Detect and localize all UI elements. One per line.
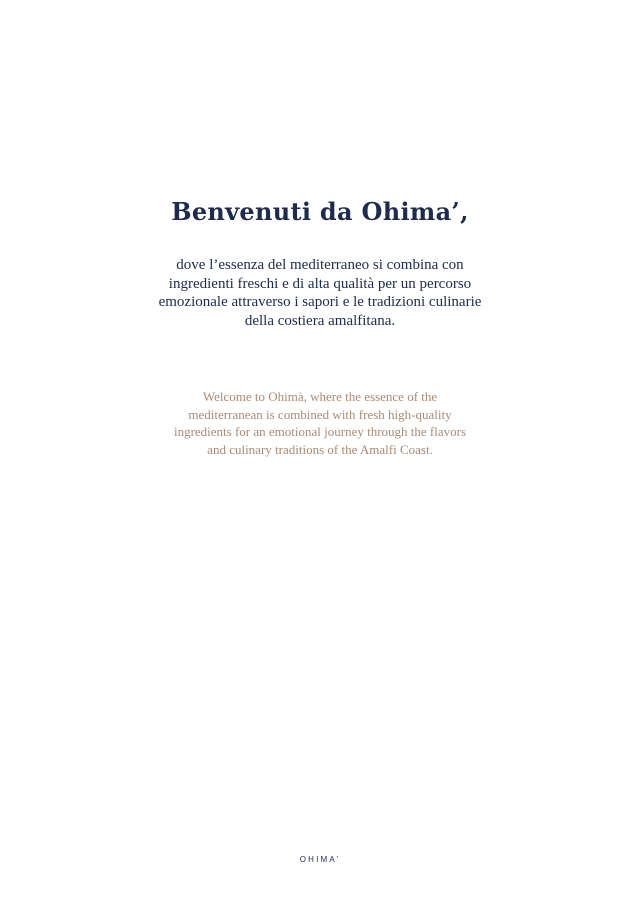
intro-english-line: Welcome to Ohimà, where the essence of the: [202, 389, 438, 404]
intro-italian-line: della costiera amalfitana.: [244, 312, 396, 329]
intro-italian-line: emozionale attraverso i sapori e le tradizioni culinarie: [158, 294, 482, 310]
intro-english-line: ingredients for an emotional journey through the flavors: [173, 424, 467, 439]
intro-english: [130, 388, 510, 458]
intro-italian: [130, 256, 510, 330]
intro-english-line: and culinary traditions of the Amalfi Coast.: [207, 441, 433, 457]
footer-logo: OHIMA’: [299, 855, 341, 864]
intro-italian-line: dove l’essenza del mediterraneo si combina con: [176, 257, 464, 273]
intro-english-line: mediterranean is combined with fresh high-quality: [188, 406, 452, 422]
page-title: Benvenuti da Ohima’,: [171, 197, 469, 226]
intro-italian-line: ingredienti freschi e di alta qualità per un percorso: [168, 275, 472, 292]
